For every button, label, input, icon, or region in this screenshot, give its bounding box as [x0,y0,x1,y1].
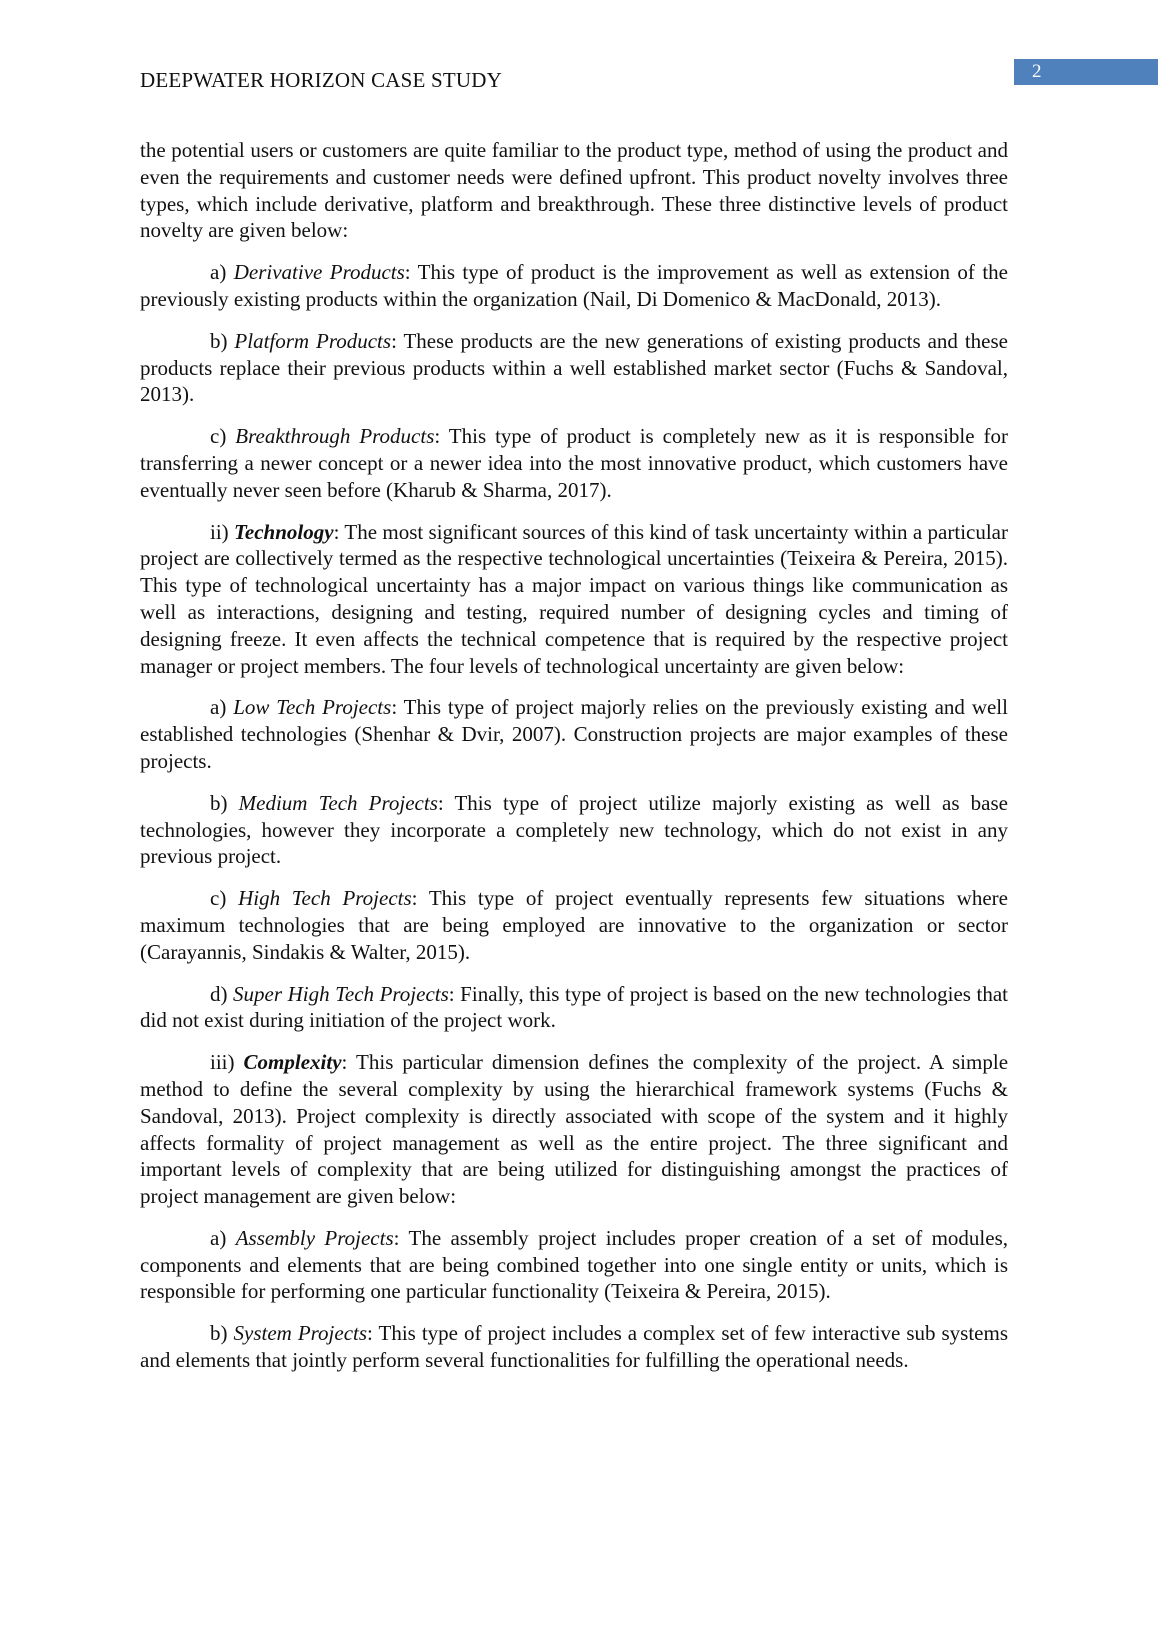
list-marker: ii) [210,519,235,544]
list-marker: iii) [210,1050,244,1075]
paragraph-text: the potential users or customers are quite familiar to the product type, method of using the product and even the requirements and customer needs were defined upfront. This product novelty involves three types, which include derivative, platform and breakthrough. These three distinctive levels of product novelty are given below: [140,138,1008,243]
list-marker: d) [210,981,234,1006]
paragraph-medium-tech [140,790,1008,870]
paragraph-text: : The most significant sources of this kind of task uncertainty within a particular project are collectively termed as the respective technological uncertainties (Teixeira & Pereira, 2015). This type of technological uncertainty has a major impact on various things like communication as well as interactions, designing and testing, required number of designing cycles and timing of designing freeze. It even affects the technical competence that is required by the respective project manager or project members. The four levels of technological uncertainty are given below: [140,519,1008,678]
paragraph-complexity [140,1049,1008,1210]
paragraph-text: : This type of project eventually represents few situations where maximum technologies that are being employed are innovative to the organization or sector (Carayannis, Sindakis & Walter, 2015). [140,886,1008,964]
body-text [140,137,1008,1389]
paragraph-technology [140,519,1008,680]
term-breakthrough-products: Breakthrough Products [235,424,435,449]
term-high-tech-projects: High Tech Projects [238,886,412,911]
list-marker: b) [210,1321,234,1346]
paragraph-text: : Finally, this type of project is based on the new technologies that did not exist during initiation of the project work. [140,981,1009,1033]
paragraph-assembly-projects [140,1225,1008,1305]
paragraph-text: : This particular dimension defines the complexity of the project. A simple method to define the several complexity by using the hierarchical framework systems (Fuchs & Sandoval, 2013). Project complexity is directly associated with scope of the system and it highly affects formality of project management as well as the entire project. The three significant and important levels of complexity that are being utilized for distinguishing amongst the practices of project management are given below: [140,1050,1009,1209]
paragraph-text: : The assembly project includes proper creation of a set of modules, components and elements that are being combined together into one single entity or units, which is responsible for performing one particular functionality (Teixeira & Pereira, 2015). [140,1225,1008,1304]
running-head: DEEPWATER HORIZON CASE STUDY [140,68,503,92]
paragraph-text: : This type of project majorly relies on the previously existing and well established technologies (Shenhar & Dvir, 2007). Construction projects are major examples of these projects. [140,695,1008,773]
term-technology: Technology [234,519,334,544]
term-complexity: Complexity [243,1050,342,1075]
term-low-tech-projects: Low Tech Projects [233,695,392,720]
paragraph-derivative-products [140,259,1008,313]
paragraph-text: : This type of project includes a complex set of few interactive sub systems and elements that jointly perform several functionalities for fulfilling the operational needs. [140,1321,1008,1373]
paragraph-text: : This type of product is the improvement as well as extension of the previously existing products within the organization (Nail, Di Domenico & MacDonald, 2013). [140,260,1008,311]
list-marker: b) [210,790,239,815]
term-platform-products: Platform Products [234,328,392,353]
paragraph-intro [140,137,1008,244]
list-marker: a) [210,695,234,720]
paragraph-high-tech [140,885,1008,965]
list-marker: c) [210,424,236,449]
list-marker: a) [210,1225,236,1250]
term-assembly-projects: Assembly Projects [235,1225,394,1250]
list-marker: c) [210,886,239,911]
page-number: 2 [1014,59,1158,85]
term-derivative-products: Derivative Products [233,260,405,285]
paragraph-platform-products [140,328,1008,408]
paragraph-super-high-tech [140,981,1008,1035]
paragraph-text: : This type of project utilize majorly existing as well as base technologies, however they incorporate a completely new technology, which do not exist in any previous project. [140,790,1008,869]
paragraph-text: : These products are the new generations of existing products and these products replace their previous products within a well established market sector (Fuchs & Sandoval, 2013). [140,328,1008,407]
paragraph-low-tech [140,694,1008,774]
term-medium-tech-projects: Medium Tech Projects [238,790,438,815]
paragraph-text: : This type of product is completely new as it is responsible for transferring a newer concept or a newer idea into the most innovative product, which customers have eventually never seen before (Kharub & Sharma, 2017). [140,424,1008,502]
list-marker: a) [210,260,234,285]
list-marker: b) [210,328,235,353]
paragraph-breakthrough-products [140,423,1008,503]
term-system-projects: System Projects [233,1321,368,1346]
term-super-high-tech-projects: Super High Tech Projects [233,981,449,1006]
paragraph-system-projects [140,1320,1008,1374]
